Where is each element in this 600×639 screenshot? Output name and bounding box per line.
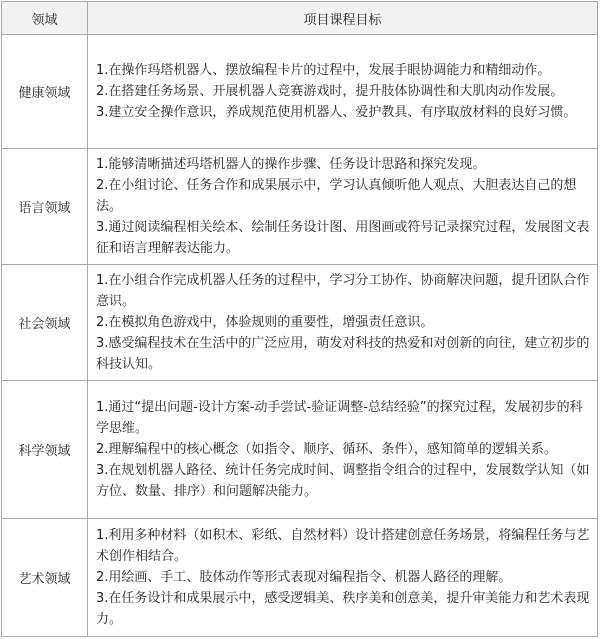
table-row — [2, 519, 598, 637]
domain-cell: 健康领域 — [2, 35, 88, 149]
header-row — [2, 2, 598, 35]
goal-item: 2.在小组讨论、任务合作和成果展示中，学习认真倾听他人观点、大胆表达自己的想法。 — [96, 178, 577, 214]
goal-item: 1.能够清晰描述玛塔机器人的操作步骤、任务设计思路和探究发现。 — [96, 157, 486, 172]
goal-item: 1.通过“提出问题-设计方案-动手尝试-验证调整-总结经验”的探究过程，发展初步的科学思维。 — [96, 400, 583, 436]
goal-item: 1.在小组合作完成机器人任务的过程中，学习分工协作、协商解决问题，提升团队合作意识。 — [96, 273, 590, 309]
table-row — [2, 381, 598, 519]
goal-item: 3.在规划机器人路径、统计任务完成时间、调整指令组合的过程中，发展数学认知（如方位、数量、排序）和问题解决能力。 — [96, 463, 590, 499]
table-row — [2, 265, 598, 381]
goals-cell — [88, 519, 598, 637]
header-goals: 项目课程目标 — [88, 2, 598, 35]
curriculum-goals-table — [1, 1, 598, 637]
goals-cell — [88, 265, 598, 381]
goal-item: 2.在搭建任务场景、开展机器人竞赛游戏时，提升肢体协调性和大肌肉动作发展。 — [96, 84, 564, 99]
goals-cell — [88, 381, 598, 519]
goal-item: 3.在任务设计和成果展示中，感受逻辑美、秩序美和创意美，提升审美能力和艺术表现力。 — [96, 591, 590, 627]
goals-cell — [88, 35, 598, 149]
goal-item: 2.理解编程中的核心概念（如指令、顺序、循环、条件），感知简单的逻辑关系。 — [96, 442, 557, 457]
goal-item: 3.通过阅读编程相关绘本、绘制任务设计图、用图画或符号记录探究过程，发展图文表征和语言理解表达能力。 — [96, 220, 590, 256]
goal-item: 2.在模拟角色游戏中，体验规则的重要性，增强责任意识。 — [96, 315, 434, 330]
domain-cell: 艺术领域 — [2, 519, 88, 637]
domain-cell: 社会领域 — [2, 265, 88, 381]
goal-item: 1.利用多种材料（如积木、彩纸、自然材料）设计搭建创意任务场景，将编程任务与艺术创作相结合。 — [96, 528, 590, 564]
domain-cell: 语言领域 — [2, 149, 88, 265]
table-row — [2, 35, 598, 149]
goal-item: 3.感受编程技术在生活中的广泛应用，萌发对科技的热爱和对创新的向往，建立初步的科技认知。 — [96, 336, 590, 372]
table-row — [2, 149, 598, 265]
goal-item: 2.用绘画、手工、肢体动作等形式表现对编程指令、机器人路径的理解。 — [96, 570, 512, 585]
goal-item: 1.在操作玛塔机器人、摆放编程卡片的过程中，发展手眼协调能力和精细动作。 — [96, 63, 551, 78]
goal-item: 3.建立安全操作意识，养成规范使用机器人、爱护教具、有序取放材料的良好习惯。 — [96, 105, 577, 120]
goals-cell — [88, 149, 598, 265]
domain-cell: 科学领域 — [2, 381, 88, 519]
header-domain: 领域 — [2, 2, 88, 35]
